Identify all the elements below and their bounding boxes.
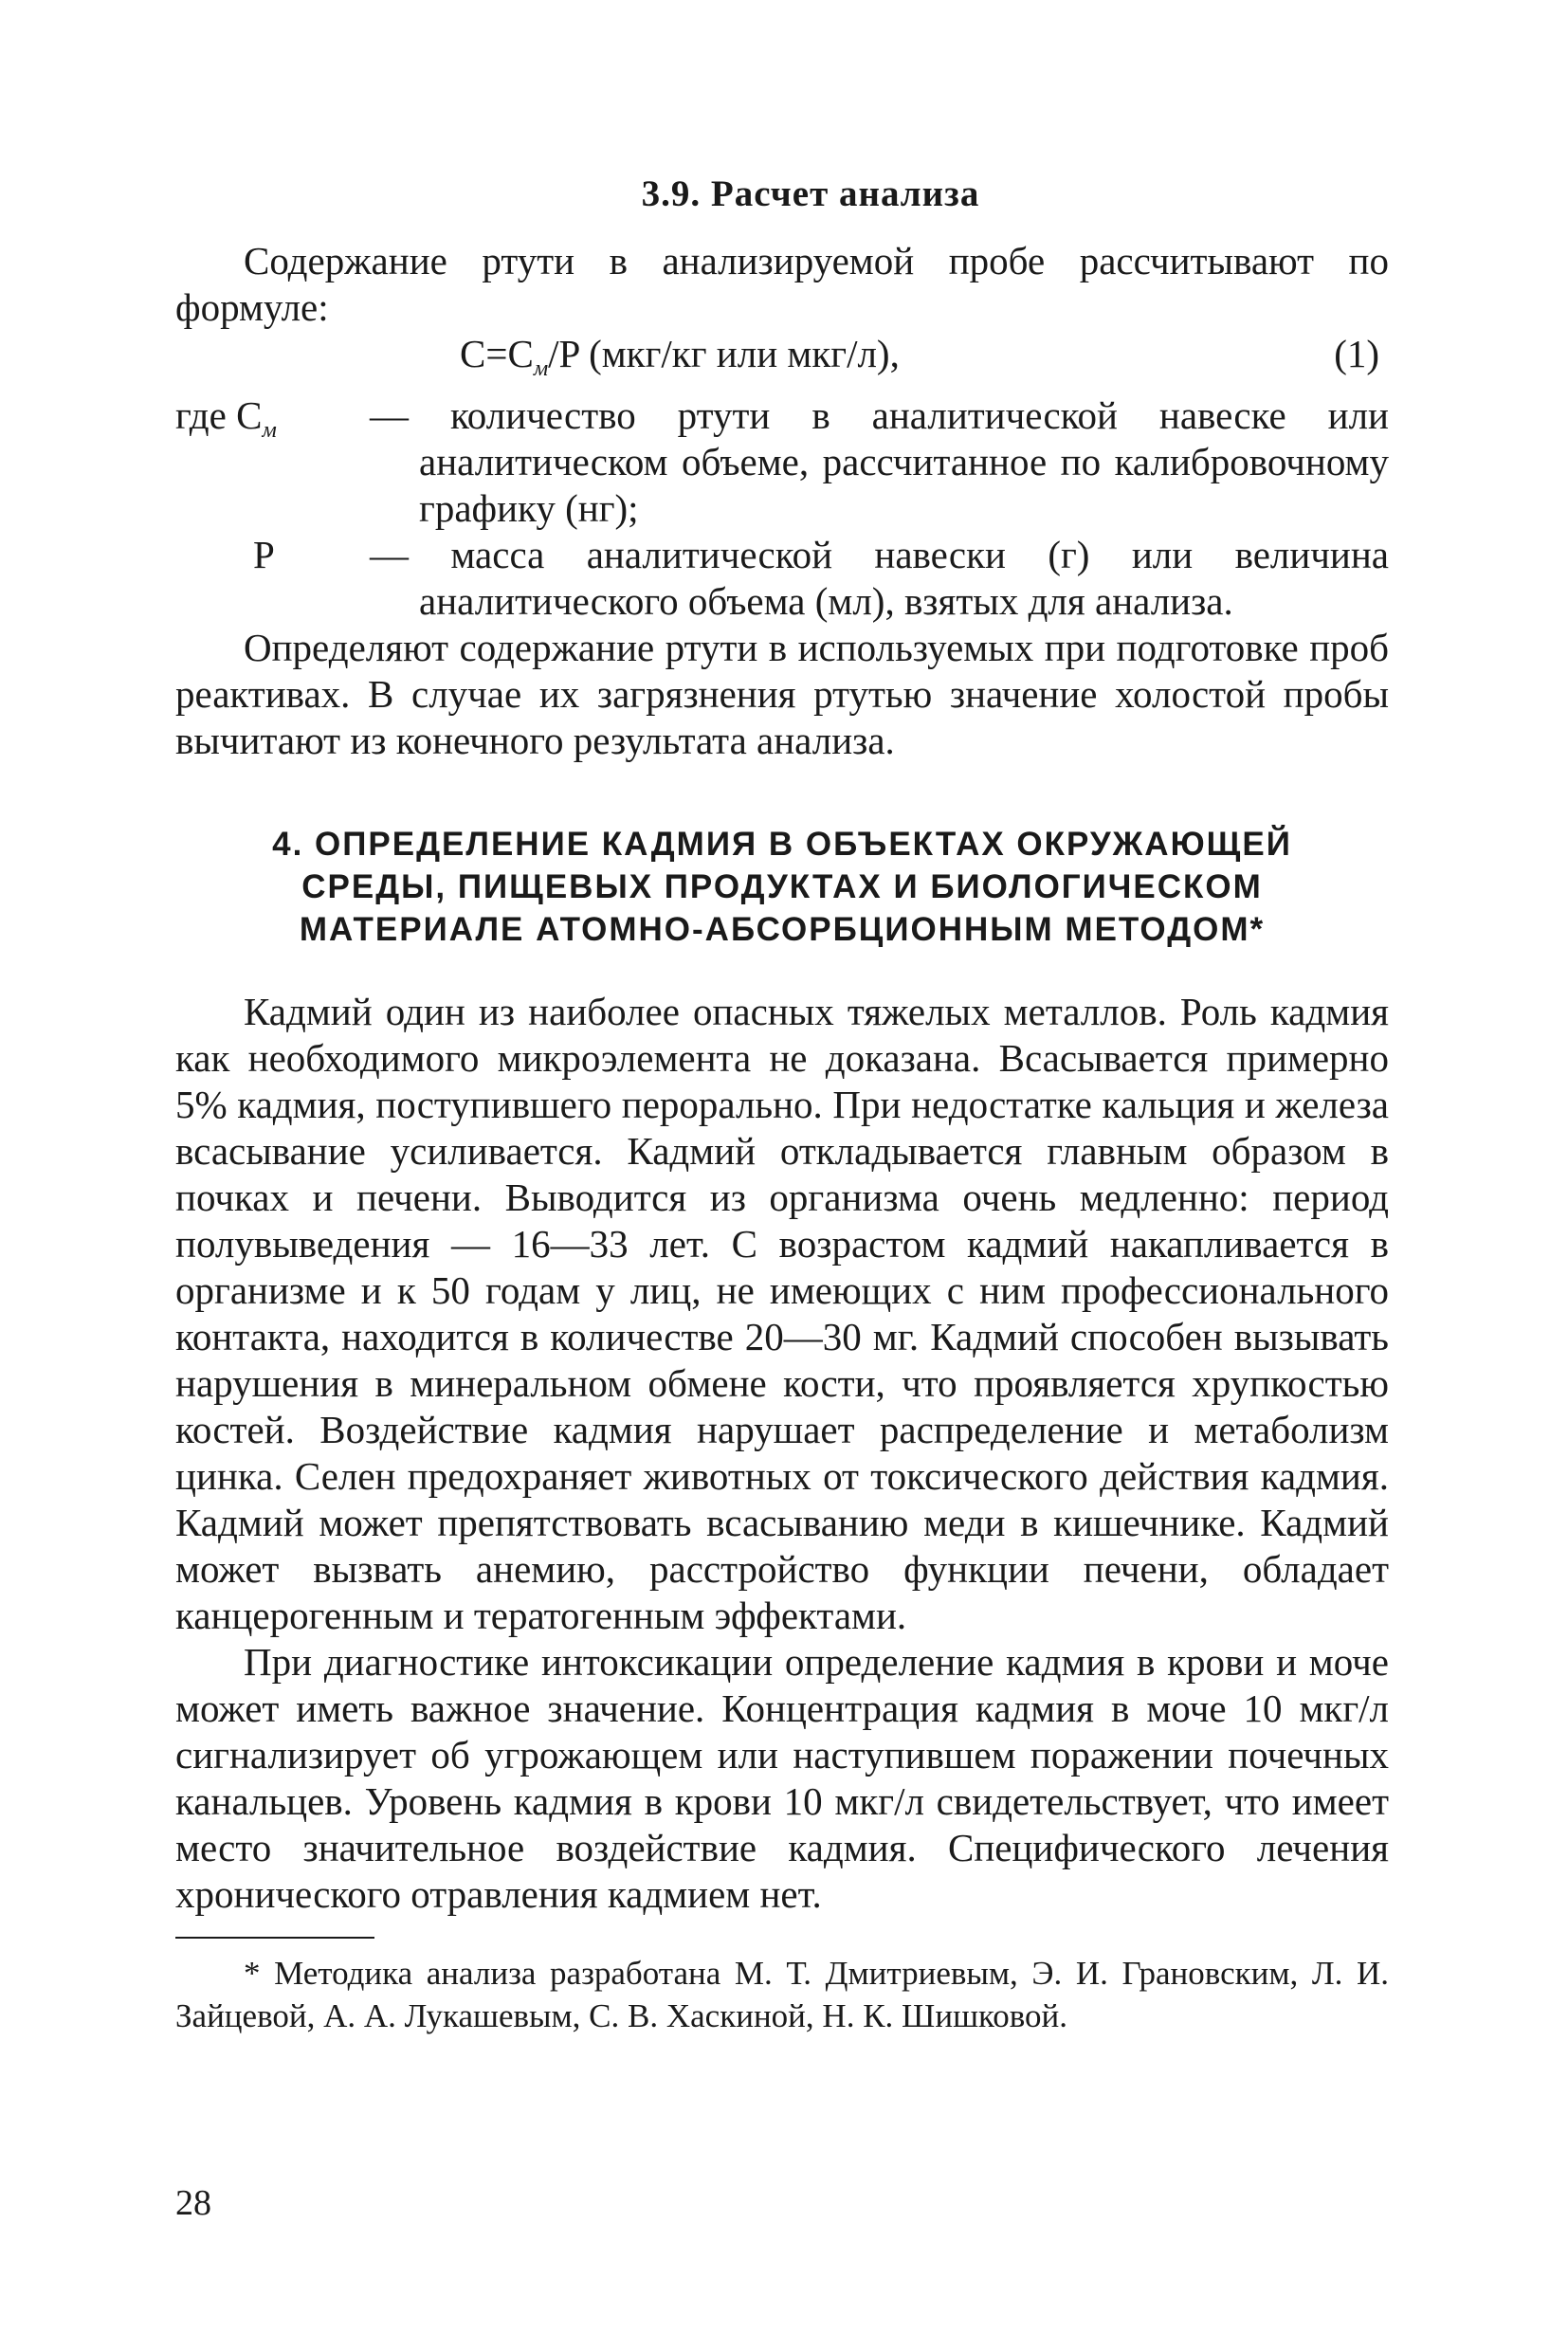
page-body — [175, 171, 1389, 2037]
definition-text: — количество ртути в аналитической навеске или аналитическом объеме, рассчитанное по калибровочному графику (нг); — [370, 393, 1389, 531]
formula-number: (1) — [1334, 332, 1379, 375]
definition-text: — масса аналитической навески (г) или величина аналитического объема (мл), взятых для анализа. — [370, 533, 1389, 624]
page-number: 28 — [175, 2183, 211, 2223]
section-heading-line: 4. ОПРЕДЕЛЕНИЕ КАДМИЯ В ОБЪЕКТАХ ОКРУЖАЮЩЕЙ — [272, 826, 1292, 864]
section-paragraph: При диагностике интоксикации определение кадмия в крови и моче может иметь важное значение. Концентрация кадмия в моче 10 мкг/л сигнализирует об угрожающем или наступившем поражении почечных канальцев. Уровень кадмия в крови 10 мкг/л свидетельствует, что имеет место значительное воздействие кадмия. Специфического лечения хронического отравления кадмием нет. — [175, 1640, 1389, 1917]
subsection-intro: Содержание ртути в анализируемой пробе рассчитывают по формуле: — [175, 239, 1389, 329]
footnote: * Методика анализа разработана М. Т. Дмитриевым, Э. И. Грановским, Л. И. Зайцевой, А. А. Лукашевым, С. В. Хаскиной, Н. К. Шишковой. — [175, 1955, 1389, 2035]
formula — [175, 331, 1389, 392]
section-paragraph: Кадмий один из наиболее опасных тяжелых металлов. Роль кадмия как необходимого микроэлемента не доказана. Всасывается примерно 5% кадмия, поступившего перорально. При недостатке кальция и железа всасывание усиливается. Кадмий откладывается главным образом в почках и печени. Выводится из организма очень медленно: период полувыведения — 16—33 лет. С возрастом кадмий накапливается в организме и к 50 годам у лиц, не имеющих с ним профессионального контакта, находится в количестве 20—30 мг. Кадмий способен вызывать нарушения в минеральном обмене кости, что проявляется хрупкостью костей. Воздействие кадмия нарушает распределение и метаболизм цинка. Селен предохраняет животных от токсического действия кадмия. Кадмий может препятствовать всасыванию меди в кишечнике. Кадмий может вызвать анемию, расстройство функции печени, обладает канцерогенным и тератогенным эффектами. — [175, 990, 1389, 1638]
section-heading-line: МАТЕРИАЛЕ АТОМНО-АБСОРБЦИОННЫМ МЕТОДОМ* — [299, 911, 1266, 949]
section-heading — [175, 823, 1389, 951]
definition-cm — [175, 392, 1389, 532]
footnote-divider — [175, 1937, 374, 1939]
definition-term: где $C_м$ — [175, 393, 277, 444]
definition-p — [175, 532, 1389, 625]
formula-expression: $C=C_м/P$ (мкг/кг или мкг/л), — [460, 332, 900, 382]
section-heading-line: СРЕДЫ, ПИЩЕВЫХ ПРОДУКТАХ И БИОЛОГИЧЕСКОМ — [301, 868, 1263, 906]
subsection-closing: Определяют содержание ртути в используемых при подготовке проб реактивах. В случае их загрязнения ртутью значение холостой пробы вычитают из конечного результата анализа. — [175, 626, 1389, 763]
definition-term: P — [253, 533, 275, 577]
subsection-title: 3.9. Расчет анализа — [641, 173, 980, 214]
